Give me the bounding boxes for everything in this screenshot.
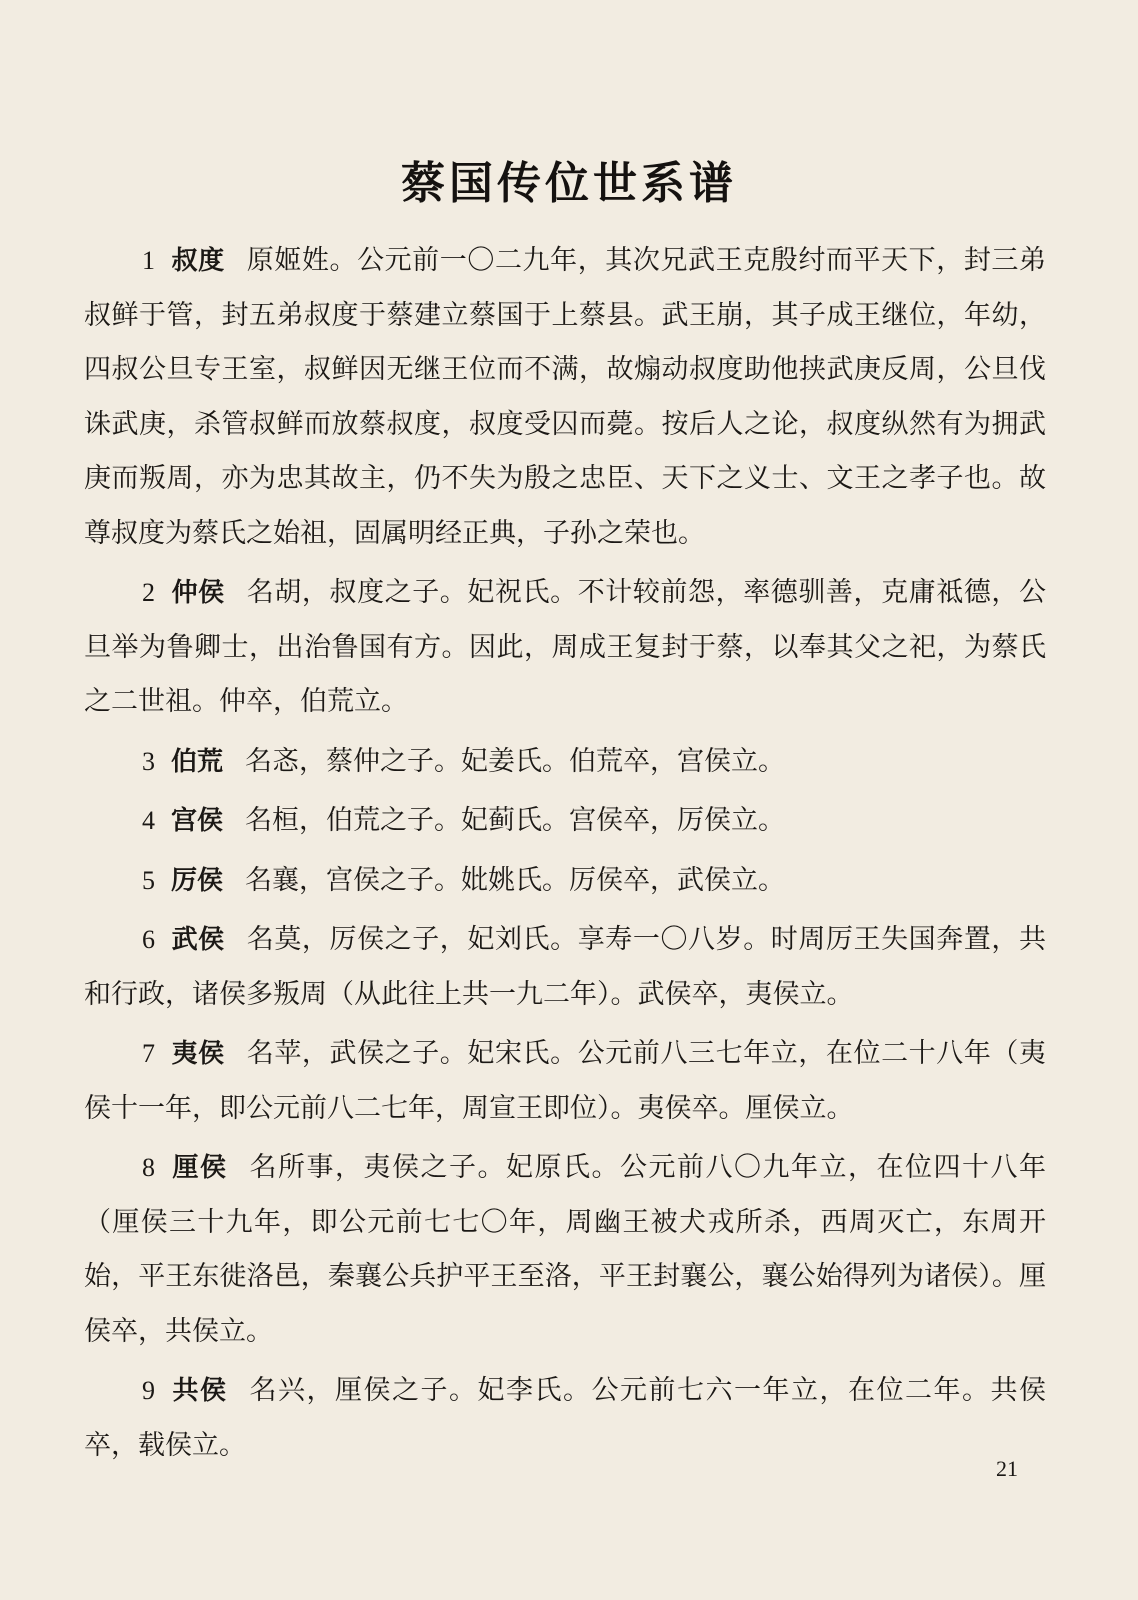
entry-number: 3 <box>142 746 155 776</box>
entry-name: 夷侯 <box>171 1039 225 1069</box>
entry-name: 武侯 <box>171 925 225 955</box>
entry-5 <box>84 854 1046 909</box>
entry-name: 共侯 <box>171 1376 228 1406</box>
entry-text: 名所事，夷侯之子。妃原氏。公元前八〇九年立，在位四十八年（厘侯三十九年，即公元前七七〇年，周幽王被犬戎所杀，西周灭亡，东周开始，平王东徙洛邑，秦襄公兵护平王至洛，平王封襄公，襄公始得列为诸侯）。厘侯卒，共侯立。 <box>84 1152 1046 1347</box>
entry-text: 名苹，武侯之子。妃宋氏。公元前八三七年立，在位二十八年（夷侯十一年，即公元前八二七年，周宣王即位）。夷侯卒。厘侯立。 <box>84 1038 1046 1124</box>
entry-text: 名莫，厉侯之子，妃刘氏。享寿一〇八岁。时周厉王失国奔置，共和行政，诸侯多叛周（从此往上共一九二年）。武侯卒，夷侯立。 <box>84 924 1046 1010</box>
entry-6 <box>84 913 1046 1022</box>
entry-text: 名兴，厘侯之子。妃李氏。公元前七六一年立，在位二年。共侯卒，载侯立。 <box>84 1375 1046 1461</box>
entry-number: 5 <box>142 865 155 895</box>
entry-1 <box>84 234 1046 561</box>
entry-name: 仲侯 <box>171 578 225 608</box>
entry-number: 4 <box>142 806 155 835</box>
entry-number: 2 <box>142 578 155 607</box>
entry-3 <box>84 735 1046 790</box>
entry-number: 7 <box>142 1039 155 1068</box>
entry-number: 1 <box>142 246 155 275</box>
entry-name: 厉侯 <box>171 865 224 896</box>
entry-text: 名桓，伯荒之子。妃蓟氏。宫侯卒，厉侯立。 <box>245 805 786 836</box>
entry-name: 厘侯 <box>171 1153 228 1183</box>
entry-number: 9 <box>142 1376 155 1405</box>
entry-2 <box>84 566 1046 730</box>
entry-7 <box>84 1027 1046 1136</box>
genealogy-body <box>84 234 1046 1473</box>
entry-text: 原姬姓。公元前一〇二九年，其次兄武王克殷纣而平天下，封三弟叔鲜于管，封五弟叔度于蔡建立蔡国于上蔡县。武王崩，其子成王继位，年幼，四叔公旦专王室，叔鲜因无继王位而不满，故煽动叔度助他挟武庚反周，公旦伐诛武庚，杀管叔鲜而放蔡叔度，叔度受囚而薨。按后人之论，叔度纵然有为拥武庚而叛周，亦为忠其故主，仍不失为殷之忠臣、天下之义士、文王之孝子也。故尊叔度为蔡氏之始祖，固属明经正典，子孙之荣也。 <box>84 245 1046 549</box>
page-title: 蔡国传位世系谱 <box>401 158 737 210</box>
entry-number: 6 <box>142 925 155 954</box>
page-number: 21 <box>996 1456 1018 1481</box>
entry-4 <box>84 794 1046 849</box>
entry-9 <box>84 1364 1046 1473</box>
entry-number: 8 <box>142 1153 155 1182</box>
entry-text: 名襄，宫侯之子。妣姚氏。厉侯卒，武侯立。 <box>245 864 786 896</box>
entry-text: 名胡，叔度之子。妃祝氏。不计较前怨，率德驯善，克庸祗德，公旦举为鲁卿士，出治鲁国有方。因此，周成王复封于蔡，以奉其父之祀，为蔡氏之二世祖。仲卒，伯荒立。 <box>84 577 1046 717</box>
entry-name: 宫侯 <box>171 806 224 836</box>
entry-name: 伯荒 <box>171 746 224 777</box>
entry-name: 叔度 <box>171 246 225 276</box>
entry-text: 名忞，蔡仲之子。妃姜氏。伯荒卒，宫侯立。 <box>245 745 786 777</box>
entry-8 <box>84 1141 1046 1359</box>
